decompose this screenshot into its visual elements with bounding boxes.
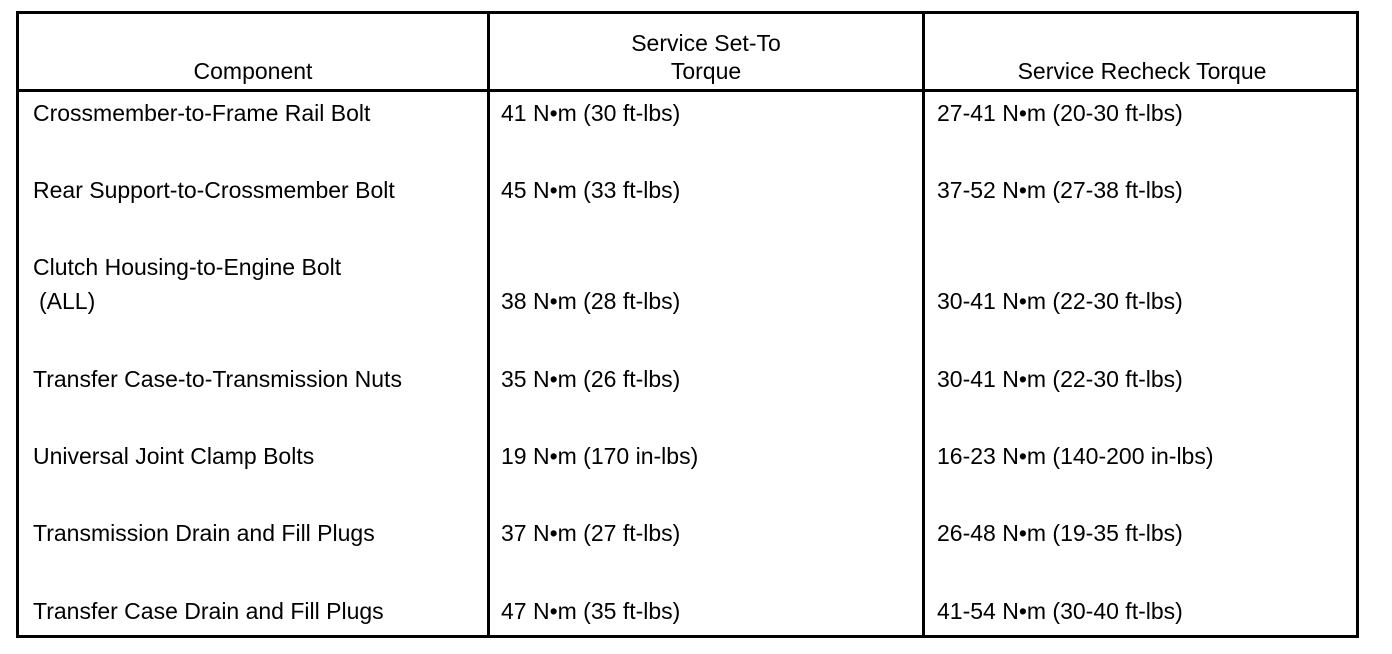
row-6-component: Transmission Drain and Fill Plugs [33, 520, 375, 546]
row-1-recheck: 27-41 N•m (20-30 ft-lbs) [937, 100, 1183, 126]
row-5-recheck: 16-23 N•m (140-200 in-lbs) [937, 443, 1214, 469]
header-set-to-line2: Torque [670, 58, 742, 84]
header-set-to-line1: Service Set-To [631, 30, 781, 56]
header-divider [19, 89, 1356, 92]
row-3-component: Clutch Housing-to-Engine Bolt [33, 254, 342, 280]
header-component-label: Component [193, 58, 313, 84]
row-5-component: Universal Joint Clamp Bolts [33, 443, 315, 469]
row-5-set-to: 19 N•m (170 in-lbs) [501, 443, 699, 469]
torque-table [16, 11, 1359, 638]
row-4-set-to: 35 N•m (26 ft-lbs) [501, 366, 681, 392]
column-divider-1 [487, 14, 490, 635]
row-3-recheck: 30-41 N•m (22-30 ft-lbs) [937, 288, 1183, 314]
row-6-set-to: 37 N•m (27 ft-lbs) [501, 520, 681, 546]
header-recheck-label: Service Recheck Torque [1017, 58, 1267, 84]
header-set-to-torque [490, 14, 922, 89]
row-4-recheck: 30-41 N•m (22-30 ft-lbs) [937, 366, 1183, 392]
row-1-set-to: 41 N•m (30 ft-lbs) [501, 100, 681, 126]
row-4-component: Transfer Case-to-Transmission Nuts [33, 366, 402, 392]
column-divider-2 [922, 14, 925, 635]
header-recheck-torque [925, 14, 1359, 89]
header-component [19, 14, 487, 89]
row-6-recheck: 26-48 N•m (19-35 ft-lbs) [937, 520, 1183, 546]
row-7-component: Transfer Case Drain and Fill Plugs [33, 598, 384, 624]
row-3-set-to: 38 N•m (28 ft-lbs) [501, 288, 681, 314]
row-1-component: Crossmember-to-Frame Rail Bolt [33, 100, 371, 126]
row-2-recheck: 37-52 N•m (27-38 ft-lbs) [937, 177, 1183, 203]
row-2-set-to: 45 N•m (33 ft-lbs) [501, 177, 681, 203]
row-7-recheck: 41-54 N•m (30-40 ft-lbs) [937, 598, 1183, 624]
row-7-set-to: 47 N•m (35 ft-lbs) [501, 598, 681, 624]
row-3-component-line2: (ALL) [39, 288, 96, 314]
row-2-component: Rear Support-to-Crossmember Bolt [33, 177, 395, 203]
